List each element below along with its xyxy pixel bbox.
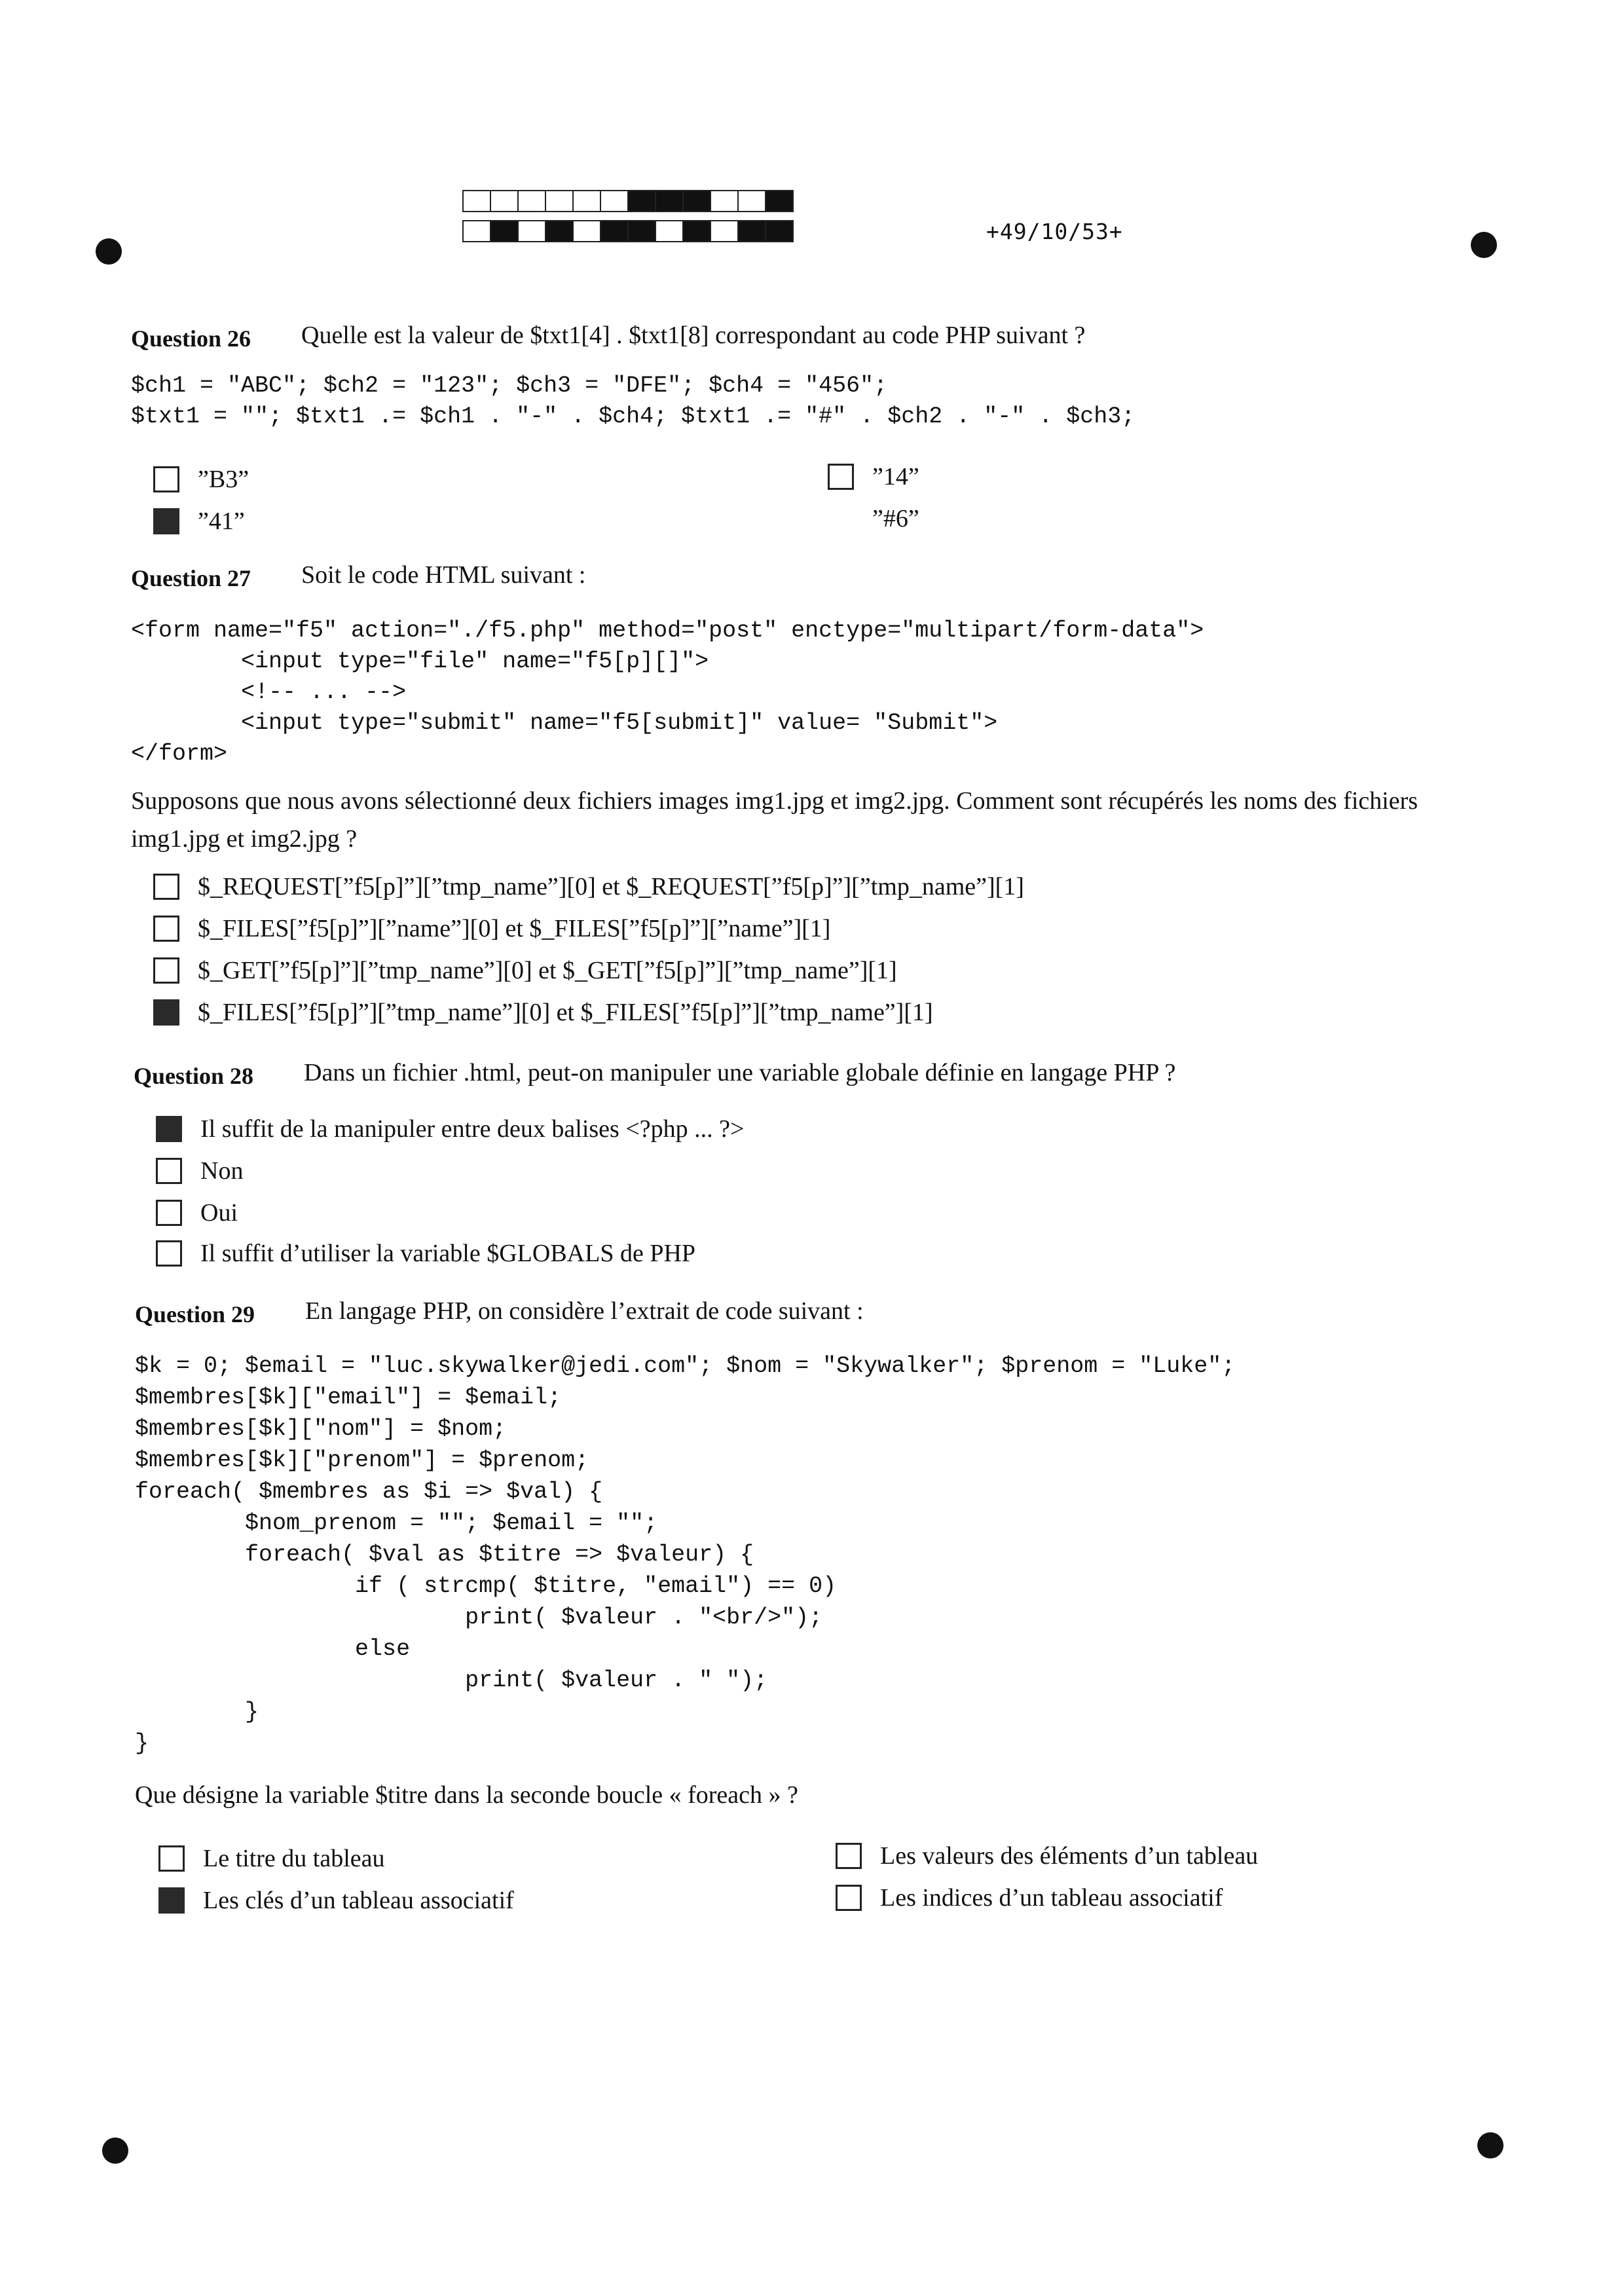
registration-mark-top-right: [1471, 232, 1497, 258]
q27-option-1[interactable]: [153, 871, 1201, 902]
checkbox[interactable]: [156, 1200, 182, 1226]
q27-option-2[interactable]: [153, 913, 1201, 944]
id-grid-cell: [655, 220, 684, 242]
question-27-label: Question 27: [131, 565, 251, 591]
id-grid-cell: [765, 220, 794, 242]
option-label: ”B3”: [198, 466, 249, 493]
question-27-paragraph: Supposons que nous avons sélectionné deux fichiers images img1.jpg et img2.jpg. Comment sont récupérés les noms des fichiers img1.jpg et img2.jpg ?: [131, 787, 1418, 853]
checkbox-checked[interactable]: [153, 999, 179, 1026]
q29-option-2[interactable]: [836, 1840, 1425, 1872]
option-label: Les valeurs des éléments d’un tableau: [880, 1842, 1259, 1870]
id-grid-cell: [545, 190, 574, 212]
id-grid-cell: [655, 190, 684, 212]
option-label: Le titre du tableau: [203, 1845, 385, 1872]
question-26-label: Question 26: [131, 325, 251, 352]
option-label: ”41”: [198, 508, 245, 535]
id-grid-cell: [682, 220, 711, 242]
id-grid-cell: [517, 190, 546, 212]
q27-option-4[interactable]: [153, 997, 1201, 1028]
q27-option-3[interactable]: [153, 955, 1201, 986]
q28-option-1[interactable]: [156, 1113, 1204, 1145]
id-grid-cell: [737, 190, 766, 212]
checkbox[interactable]: [158, 1845, 185, 1872]
id-grid-cell: [737, 220, 766, 242]
id-grid-cell: [490, 190, 519, 212]
q26-option-4[interactable]: [828, 503, 1417, 534]
q28-option-4[interactable]: [156, 1238, 1204, 1269]
q26-option-3[interactable]: [153, 506, 743, 537]
option-label: Les indices d’un tableau associatif: [880, 1884, 1223, 1912]
checkbox[interactable]: [153, 916, 179, 942]
registration-mark-bottom-left: [102, 2138, 128, 2164]
id-grid-row-2: [462, 220, 792, 242]
q26-option-1[interactable]: [153, 464, 743, 495]
q29-option-1[interactable]: [158, 1843, 748, 1874]
checkbox[interactable]: [153, 957, 179, 984]
id-grid-cell: [572, 190, 601, 212]
checkbox[interactable]: [836, 1885, 862, 1911]
checkbox[interactable]: [156, 1158, 182, 1184]
question-27-code: <form name="f5" action="./f5.php" method="post" enctype="multipart/form-data"> <input type="file" name="f5[p][]"> <!-- ... --> <input type="submit" name="f5[submit]" value= "Submit"> </form>: [131, 618, 1204, 767]
id-grid-cell: [682, 190, 711, 212]
option-label: Il suffit d’utiliser la variable $GLOBALS de PHP: [200, 1240, 696, 1267]
checkbox[interactable]: [828, 464, 854, 490]
checkbox-checked[interactable]: [158, 1887, 185, 1914]
option-label: Il suffit de la manipuler entre deux balises <?php ... ?>: [200, 1115, 745, 1143]
id-grid-cell: [517, 220, 546, 242]
id-grid-cell: [462, 190, 491, 212]
id-grid-cell: [545, 220, 574, 242]
registration-mark-bottom-right: [1477, 2132, 1504, 2158]
id-grid-cell: [710, 190, 739, 212]
checkbox[interactable]: [836, 1843, 862, 1869]
option-label: $_FILES[”f5[p]”][”tmp_name”][0] et $_FILES[”f5[p]”][”tmp_name”][1]: [198, 999, 933, 1026]
page-id-code: +49/10/53+: [986, 219, 1123, 244]
question-26-text: Quelle est la valeur de $txt1[4] . $txt1[8] correspondant au code PHP suivant ?: [301, 322, 1086, 349]
id-grid-cell: [627, 220, 656, 242]
id-grid-cell: [600, 190, 629, 212]
question-29-text: En langage PHP, on considère l’extrait de code suivant :: [305, 1297, 864, 1325]
q28-option-3[interactable]: [156, 1197, 1204, 1229]
q29-option-4[interactable]: [836, 1882, 1425, 1914]
id-grid-cell: [600, 220, 629, 242]
option-label: ”14”: [872, 463, 919, 491]
checkbox[interactable]: [156, 1240, 182, 1267]
id-grid-cell: [627, 190, 656, 212]
id-grid-cell: [765, 190, 794, 212]
option-label: Non: [200, 1157, 244, 1185]
checkbox[interactable]: [153, 874, 179, 900]
id-grid-cell: [462, 220, 491, 242]
q29-option-3[interactable]: [158, 1885, 748, 1916]
q26-option-2[interactable]: [828, 461, 1417, 492]
id-grid-cell: [490, 220, 519, 242]
option-label: Oui: [200, 1199, 238, 1227]
question-27-text: Soit le code HTML suivant :: [301, 561, 586, 589]
q28-option-2[interactable]: [156, 1155, 1204, 1187]
question-28-text: Dans un fichier .html, peut-on manipuler une variable globale définie en langage PHP ?: [304, 1059, 1176, 1086]
id-grid-cell: [572, 220, 601, 242]
option-label: $_FILES[”f5[p]”][”name”][0] et $_FILES[”f5[p]”][”name”][1]: [198, 915, 831, 942]
id-grid-cell: [710, 220, 739, 242]
id-grid-row-1: [462, 190, 792, 212]
option-label: Les clés d’un tableau associatif: [203, 1887, 514, 1914]
checkbox[interactable]: [153, 466, 179, 492]
option-label: $_REQUEST[”f5[p]”][”tmp_name”][0] et $_REQUEST[”f5[p]”][”tmp_name”][1]: [198, 873, 1024, 900]
checkbox-checked[interactable]: [153, 508, 179, 534]
option-label: ”#6”: [872, 505, 919, 532]
option-label: $_GET[”f5[p]”][”tmp_name”][0] et $_GET[”f5[p]”][”tmp_name”][1]: [198, 957, 897, 984]
registration-mark-top-left: [96, 238, 122, 265]
question-29-label: Question 29: [135, 1301, 255, 1327]
question-29-paragraph: Que désigne la variable $titre dans la seconde boucle « foreach » ?: [135, 1781, 798, 1809]
question-28-label: Question 28: [134, 1063, 254, 1089]
checkbox-checked[interactable]: [156, 1116, 182, 1142]
question-26-code: $ch1 = "ABC"; $ch2 = "123"; $ch3 = "DFE"; $ch4 = "456"; $txt1 = ""; $txt1 .= $ch1 . "-" . $ch4; $txt1 .= "#" . $ch2 . "-" . $ch3;: [131, 373, 1135, 430]
question-29-code: $k = 0; $email = "luc.skywalker@jedi.com"; $nom = "Skywalker"; $prenom = "Luke"; $membres[$k]["email"] = $email; $membres[$k]["nom"] = $nom; $membres[$k]["prenom"] = $prenom; foreach( $membres as $i => $val) { $nom_prenom = ""; $email = ""; foreach( $val as $titre => $valeur) { if ( strcmp( $titre, "email") == 0) print( $valeur . "<br/>"); else print( $valeur . " "); } }: [135, 1353, 1236, 1756]
